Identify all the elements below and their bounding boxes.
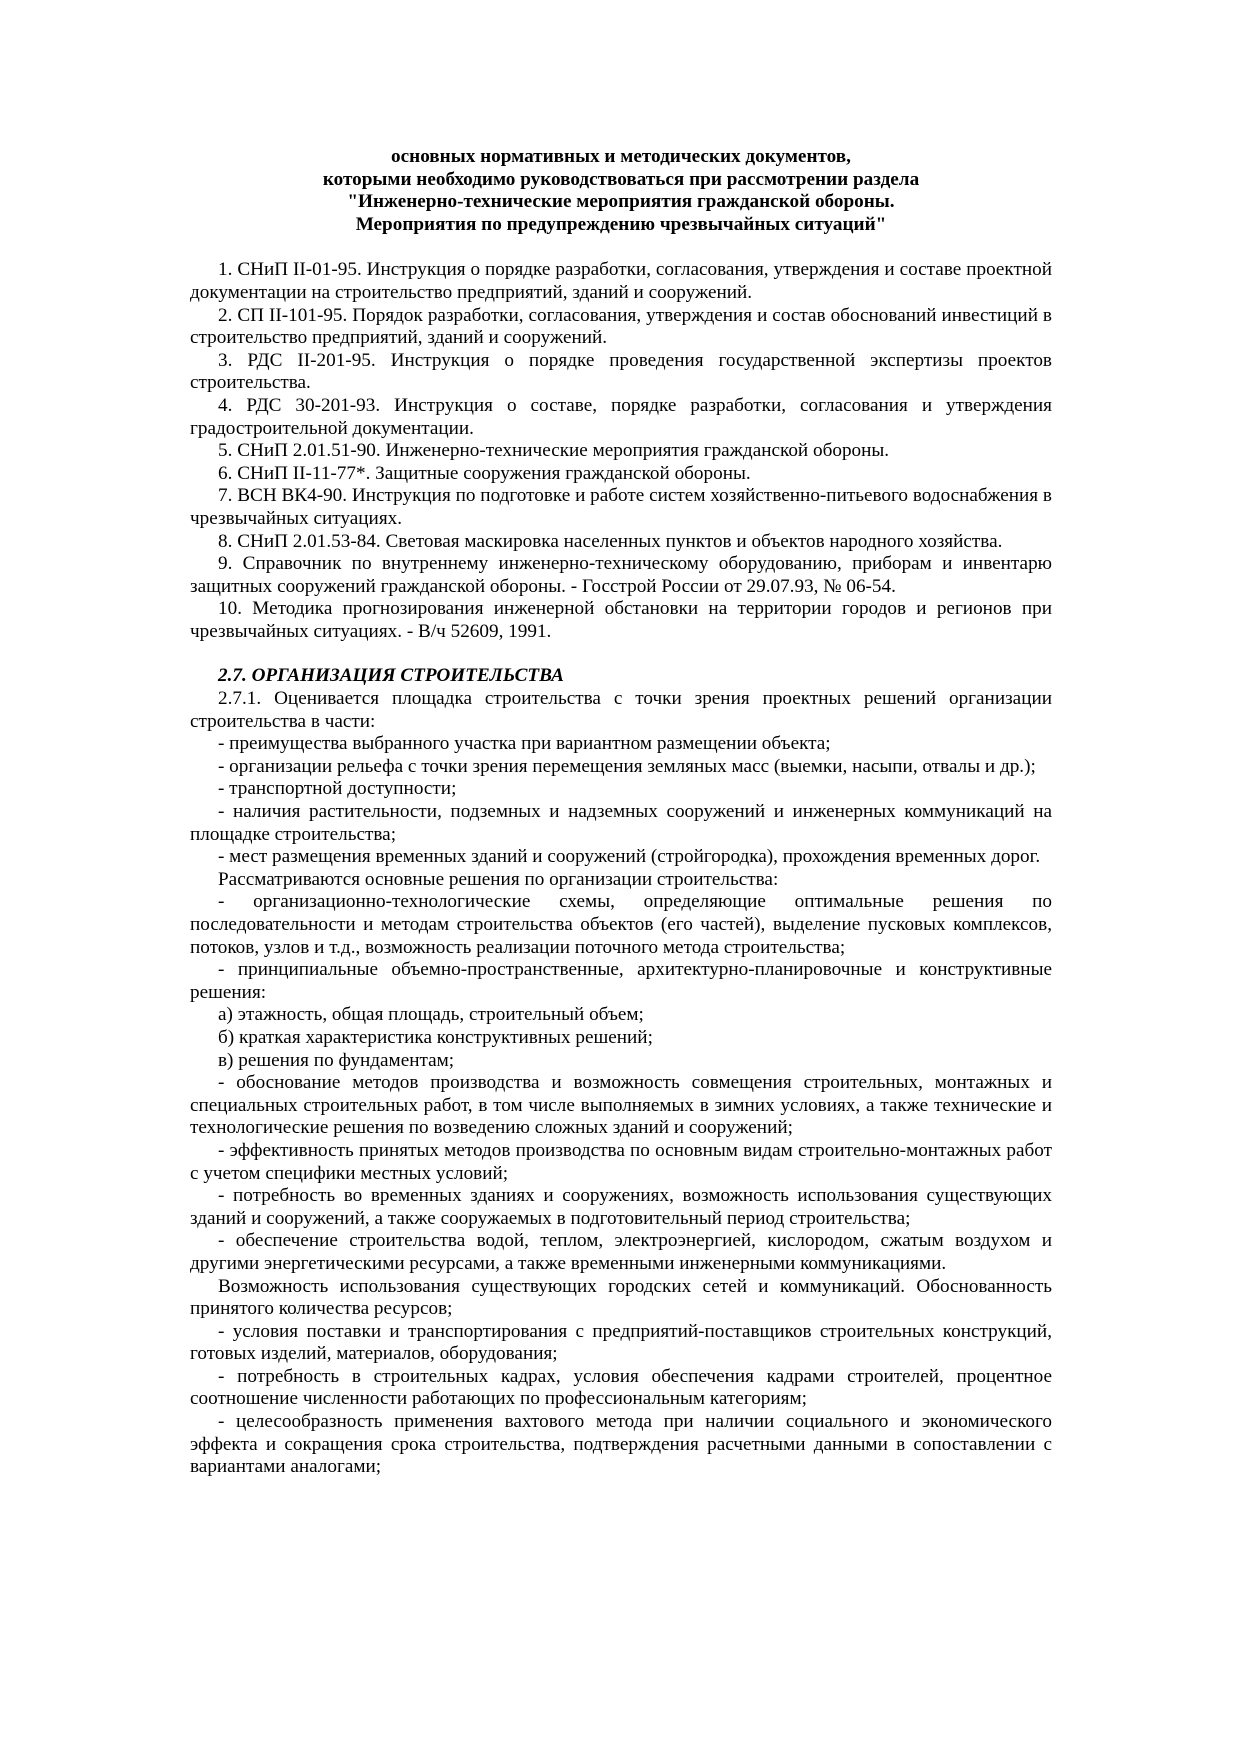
section-paragraph: - принципиальные объемно-пространственные, архитектурно-планировочные и конструктивные решения:	[190, 959, 1052, 1003]
section-paragraph: - организации рельефа с точки зрения перемещения земляных масс (выемки, насыпи, отвалы и др.);	[218, 755, 1036, 777]
section-paragraph: - организационно-технологические схемы, определяющие оптимальные решения по последовательности и методам строительства объектов (его частей), выделение пусковых комплексов, потоков, узлов и т.д., возможность реализации поточного метода строительства;	[190, 891, 1052, 958]
section-paragraph: - условия поставки и транспортирования с предприятий-поставщиков строительных конструкций, готовых изделий, материалов, оборудования;	[190, 1320, 1052, 1365]
document-item: 1. СНиП II-01-95. Инструкция о порядке разработки, согласования, утверждения и составе проектной документации на строительство предприятий, зданий и сооружений.	[190, 259, 1052, 303]
document-item: 6. СНиП II-11-77*. Защитные сооружения гражданской обороны.	[218, 462, 751, 484]
section-paragraph: - целесообразность применения вахтового метода при наличии социального и экономического эффекта и сокращения срока строительства, подтверждения расчетными данными в сопоставлении с вариантами аналогами;	[190, 1411, 1052, 1478]
section-paragraph: 2.7.1. Оценивается площадка строительства с точки зрения проектных решений организации строительства в части:	[190, 688, 1052, 732]
documents-list	[190, 259, 1052, 643]
title-line: основных нормативных и методических документов,	[391, 146, 851, 167]
title-line: Мероприятия по предупреждению чрезвычайных ситуаций"	[355, 213, 887, 235]
section-paragraph: - потребность во временных зданиях и сооружениях, возможность использования существующих зданий и сооружений, а также сооружаемых в подготовительный период строительства;	[190, 1185, 1052, 1229]
section-heading: 2.7. ОРГАНИЗАЦИЯ СТРОИТЕЛЬСТВА	[218, 665, 564, 687]
section-paragraph: - потребность в строительных кадрах, условия обеспечения кадрами строителей, процентное соотношение численности работающих по профессиональным категориям;	[190, 1365, 1052, 1410]
section-paragraph: - обеспечение строительства водой, теплом, электроэнергией, кислородом, сжатым воздухом и другими энергетическими ресурсами, а также временными инженерными коммуникациями.	[190, 1230, 1052, 1274]
document-item: 10. Методика прогнозирования инженерной обстановки на территории городов и регионов при чрезвычайных ситуациях. - В/ч 52609, 1991.	[190, 598, 1052, 642]
document-item: 5. СНиП 2.01.51-90. Инженерно-технические мероприятия гражданской обороны.	[218, 440, 890, 462]
document-item: 8. СНиП 2.01.53-84. Световая маскировка населенных пунктов и объектов народного хозяйства.	[218, 530, 1003, 552]
document-title	[190, 146, 1052, 236]
section-paragraph: - мест размещения временных зданий и сооружений (стройгородка), прохождения временных дорог.	[218, 846, 1041, 868]
document-item: 2. СП II-101-95. Порядок разработки, согласования, утверждения и состав обоснований инвестиций в строительство предприятий, зданий и сооружений.	[190, 304, 1052, 349]
section-paragraph: Рассматриваются основные решения по организации строительства:	[218, 868, 779, 890]
title-line: "Инженерно-технические мероприятия гражданской обороны.	[347, 191, 895, 213]
section-paragraph: б) краткая характеристика конструктивных решений;	[218, 1026, 653, 1048]
section-paragraph: Возможность использования существующих городских сетей и коммуникаций. Обоснованность принятого количества ресурсов;	[190, 1275, 1052, 1320]
document-item: 7. ВСН ВК4-90. Инструкция по подготовке и работе систем хозяйственно-питьевого водоснабжения в чрезвычайных ситуациях.	[190, 485, 1052, 529]
document-page	[190, 146, 1052, 1479]
section-paragraph: - наличия растительности, подземных и надземных сооружений и инженерных коммуникаций на площадке строительства;	[190, 801, 1052, 845]
section-paragraph: - эффективность принятых методов производства по основным видам строительно-монтажных работ с учетом специфики местных условий;	[190, 1139, 1052, 1184]
section-paragraph: в) решения по фундаментам;	[218, 1049, 455, 1071]
section-paragraph: - преимущества выбранного участка при вариантном размещении объекта;	[218, 733, 831, 755]
document-item: 3. РДС II-201-95. Инструкция о порядке проведения государственной экспертизы проектов строительства.	[190, 349, 1052, 394]
title-line: которыми необходимо руководствоваться при рассмотрении раздела	[322, 168, 920, 190]
section-paragraph: - транспортной доступности;	[218, 778, 457, 800]
section-paragraph: а) этажность, общая площадь, строительный объем;	[218, 1004, 644, 1026]
section-paragraph: - обоснование методов производства и возможность совмещения строительных, монтажных и специальных строительных работ, в том числе выполняемых в зимних условиях, а также технические и технологические решения по возведению сложных зданий и сооружений;	[190, 1072, 1052, 1139]
section-body	[190, 688, 1052, 1479]
document-item: 9. Справочник по внутреннему инженерно-техническому оборудованию, приборам и инвентарю защитных сооружений гражданской обороны. - Госстрой России от 29.07.93, № 06-54.	[190, 553, 1052, 597]
document-item: 4. РДС 30-201-93. Инструкция о составе, порядке разработки, согласования и утверждения градостроительной документации.	[190, 394, 1052, 439]
